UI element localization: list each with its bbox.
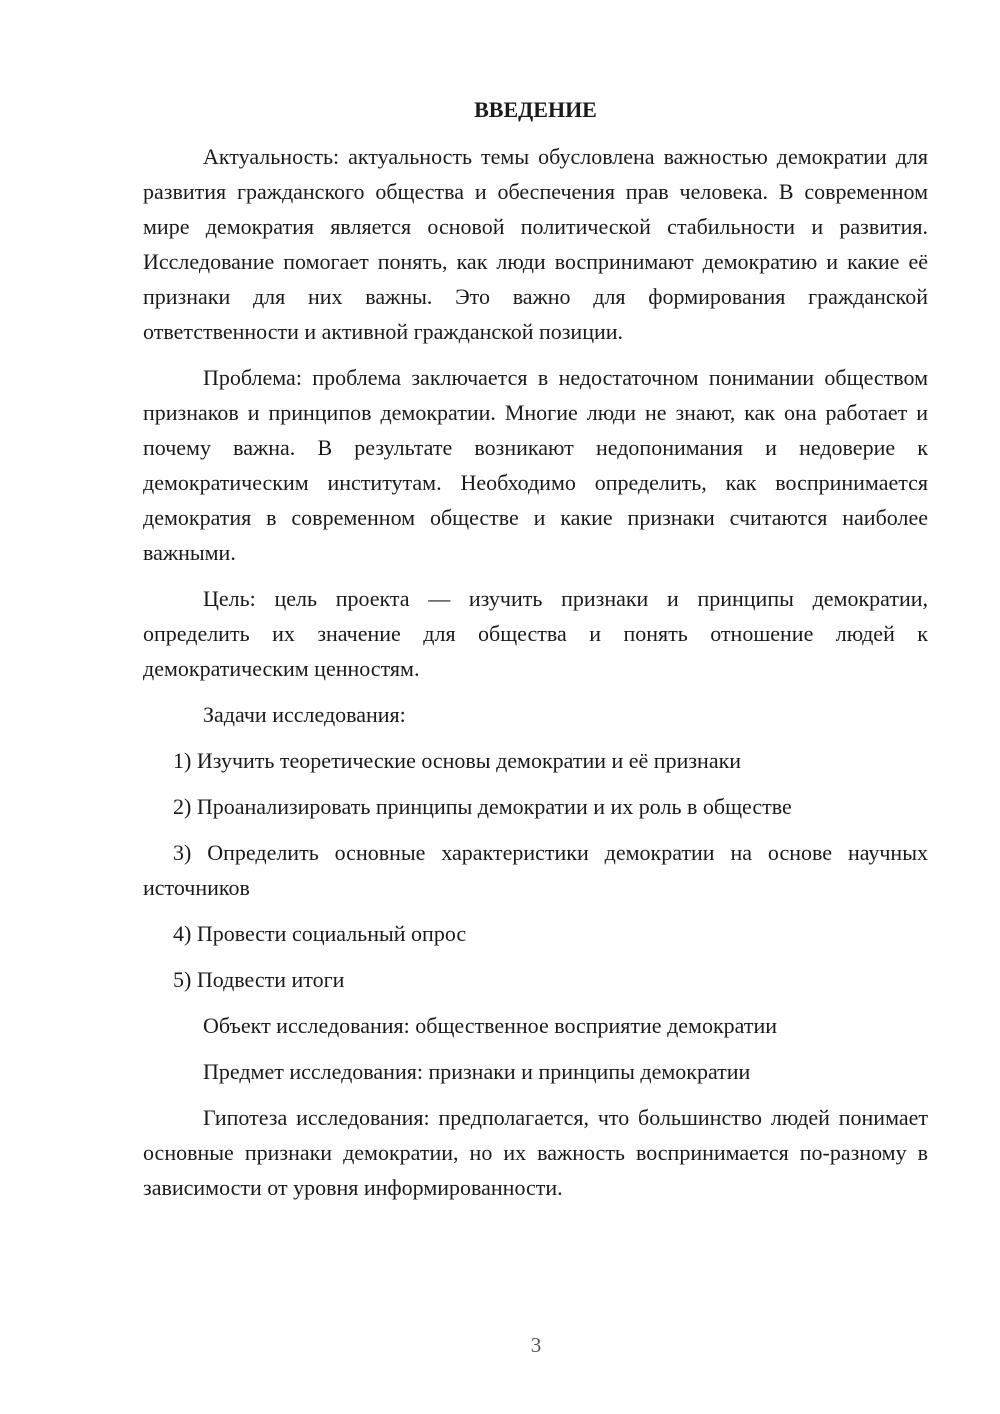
page-number: 3 [530, 1333, 542, 1357]
task-item-1: 1) Изучить теоретические основы демократии и её признаки [173, 748, 742, 773]
paragraph-relevance: Актуальность: актуальность темы обусловлена важностью демократии для развития гражданского общества и обеспечения прав человека. В современном мире демократия является основой политической стабильности и развития. Исследование помогает понять, как люди воспринимают демократию и какие её признаки для них важны. Это важно для формирования гражданской ответственности и активной гражданской позиции. [143, 144, 928, 344]
paragraph-hypothesis: Гипотеза исследования: предполагается, что большинство людей понимает основные признаки демократии, но их важность воспринимается по-разному в зависимости от уровня информированности. [143, 1105, 928, 1200]
page-body [143, 92, 928, 1216]
task-item-5: 5) Подвести итоги [173, 967, 345, 992]
paragraph-problem: Проблема: проблема заключается в недостаточном понимании обществом признаков и принципов демократии. Многие люди не знают, как она работает и почему важна. В результате возникают недопонимания и недоверие к демократическим институтам. Необходимо определить, как воспринимается демократия в современном обществе и какие признаки считаются наиболее важными. [143, 365, 928, 565]
paragraph-subject: Предмет исследования: признаки и принципы демократии [203, 1059, 751, 1084]
section-title: ВВЕДЕНИЕ [474, 97, 597, 122]
paragraph-tasks-heading: Задачи исследования: [203, 702, 406, 727]
task-item-3: 3) Определить основные характеристики демократии на основе научных источников [143, 840, 928, 900]
task-item-4: 4) Провести социальный опрос [173, 921, 467, 946]
paragraph-goal: Цель: цель проекта — изучить признаки и принципы демократии, определить их значение для общества и понять отношение людей к демократическим ценностям. [143, 586, 928, 681]
paragraph-object: Объект исследования: общественное восприятие демократии [203, 1013, 777, 1038]
task-item-2: 2) Проанализировать принципы демократии и их роль в обществе [173, 794, 792, 819]
